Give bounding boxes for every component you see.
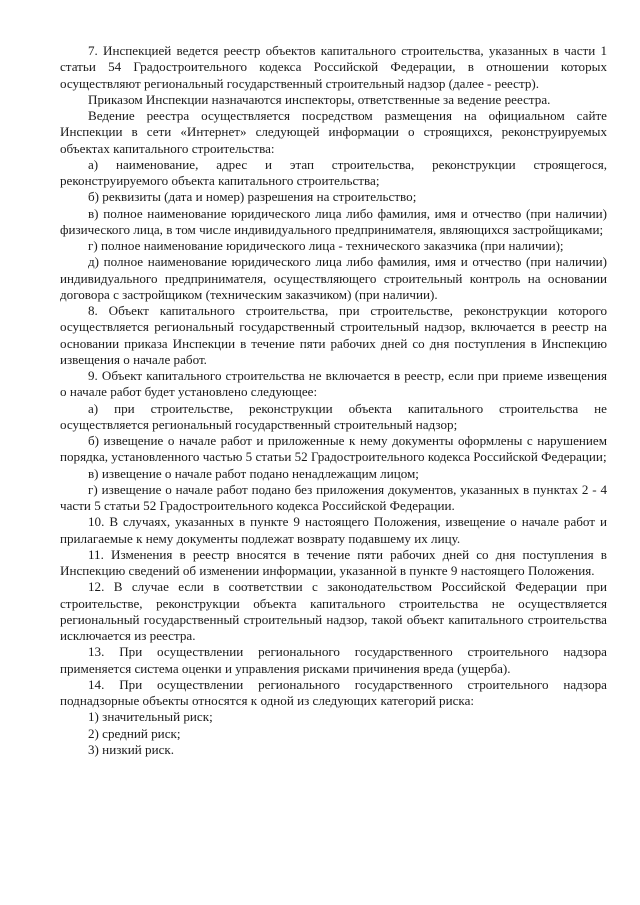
list-item-9v: в) извещение о начале работ подано ненадлежащим лицом; (88, 465, 419, 481)
paragraph-14: 14. При осуществлении регионального государственного строительного надзора поднадзорные объекты относятся к одной из следующих категорий риска: (60, 676, 607, 708)
paragraph-13: 13. При осуществлении регионального государственного строительного надзора применяется система оценки и управления рисками причинения вреда (ущерба). (60, 644, 607, 676)
risk-item-1: 1) значительный риск; (88, 709, 213, 725)
document-body (60, 43, 607, 758)
paragraph-inspectors: Приказом Инспекции назначаются инспекторы, ответственные за ведение реестра. (88, 91, 551, 107)
list-item-9a: а) при строительстве, реконструкции объекта капитального строительства не осуществляется региональный государственный строительный надзор; (60, 400, 607, 432)
list-item-v: в) полное наименование юридического лица либо фамилия, имя и отчество (при наличии) физического лица, в том числе индивидуального предпринимателя, являющихся застройщиками; (60, 205, 607, 237)
risk-item-2: 2) средний риск; (88, 725, 181, 741)
paragraph-12: 12. В случае если в соответствии с законодательством Российской Федерации при строительстве, реконструкции объекта капитального строительства не осуществляется региональный государственный строительный надзор, такой объект капитального строительства исключается из реестра. (60, 579, 607, 643)
paragraph-8: 8. Объект капитального строительства, при строительстве, реконструкции которого осуществляется региональный государственный строительный надзор, включается в реестр на основании приказа Инспекции в течение пяти рабочих дней со дня поступления в Инспекцию извещения о начале работ. (60, 303, 607, 367)
list-item-9g: г) извещение о начале работ подано без приложения документов, указанных в пунктах 2 - 4 части 5 статьи 52 Градостроительного кодекса Российской Федерации. (60, 481, 607, 513)
list-item-b: б) реквизиты (дата и номер) разрешения на строительство; (88, 189, 417, 205)
list-item-a: а) наименование, адрес и этап строительства, реконструкции строящегося, реконструируемого объекта капитального строительства; (60, 156, 607, 188)
paragraph-9: 9. Объект капитального строительства не включается в реестр, если при приеме извещения о начале работ будет установлено следующее: (60, 368, 607, 400)
list-item-g: г) полное наименование юридического лица - технического заказчика (при наличии); (88, 238, 564, 253)
paragraph-10: 10. В случаях, указанных в пункте 9 настоящего Положения, извещение о начале работ и прилагаемые к нему документы подлежат возврату подавшему их лицу. (60, 514, 607, 546)
risk-item-3: 3) низкий риск. (88, 741, 175, 757)
list-item-d: д) полное наименование юридического лица либо фамилия, имя и отчество (при наличии) индивидуального предпринимателя, осуществляющего строительный контроль на основании договора с застройщиком (техническим заказчиком) (при наличии). (60, 254, 607, 302)
paragraph-registry-maintenance: Ведение реестра осуществляется посредством размещения на официальном сайте Инспекции в сети «Интернет» следующей информации о строящихся, реконструируемых объектах капитального строительства: (60, 108, 607, 156)
paragraph-7: 7. Инспекцией ведется реестр объектов капитального строительства, указанных в части 1 статьи 54 Градостроительного кодекса Российской Федерации, в отношении которых осуществляют региональный государственный строительный надзор (далее - реестр). (60, 43, 607, 91)
paragraph-11: 11. Изменения в реестр вносятся в течение пяти рабочих дней со дня поступления в Инспекцию сведений об изменении информации, указанной в пункте 9 настоящего Положения. (60, 546, 607, 578)
list-item-9b: б) извещение о начале работ и приложенные к нему документы оформлены с нарушением порядка, установленного частью 5 статьи 52 Градостроительного кодекса Российской Федерации; (60, 433, 607, 465)
